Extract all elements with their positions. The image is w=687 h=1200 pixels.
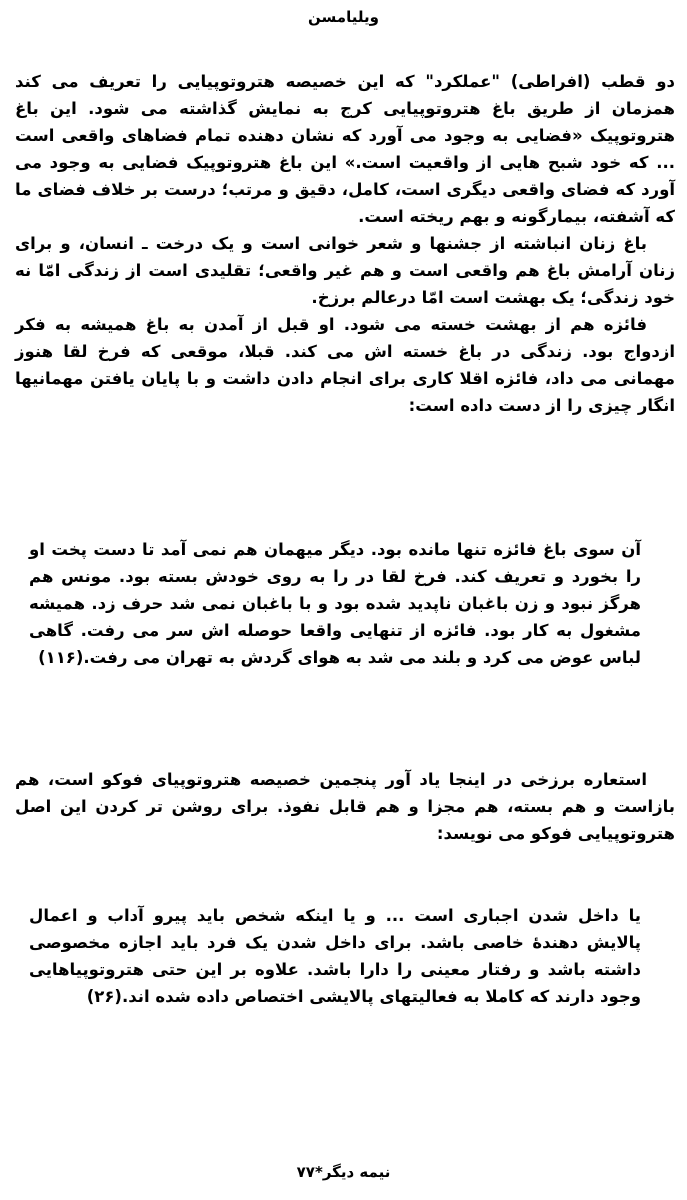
body-section-1 xyxy=(15,68,675,419)
paragraph: باغ زنان انباشته از جشنها و شعر خوانی است و یک درخت ـ انسان، و برای زنان آرامش باغ هم واقعی است و هم غیر واقعی؛ تقلیدی است از زندگی امّا نه خود زندگی؛ یک بهشت است امّا درعالم برزخ. xyxy=(15,234,675,307)
paragraph: دو قطب (افراطی) "عملکرد" که این خصیصه هتروتوپیایی را تعریف می کند همزمان از طریق باغ هتروتوپیایی کرج به نمایش گذاشته می شود. این باغ هتروتوپیک «فضایی به وجود می آورد که نشان دهنده تمام فضاهای واقعی است ... که خود شبح هایی از واقعیت است.» این باغ هتروتوپیک فضایی به وجود می آورد که فضای واقعی دیگری است، کامل، دقیق و مرتب؛ درست بر خلاف فضای ما که آشفته، بیمارگونه و بهم ریخته است. xyxy=(15,72,675,226)
quote-text: آن سوی باغ فائزه تنها مانده بود. دیگر میهمان هم نمی آمد تا دست پخت او را بخورد و تعریف کند. فرخ لقا در را به روی خودش بسته بود. مونس هم هرگز نبود و زن باغبان ناپدید شده بود و با باغبان نمی شد حرف زد. همیشه مشغول به کار بود. فائزه از تنهایی واقعا حوصله اش سر می رفت. گاهی لباس عوض می کرد و بلند می شد به هوای گردش به تهران می رفت.(۱۱۶) xyxy=(29,540,641,667)
body-section-2 xyxy=(15,766,675,847)
paragraph: استعاره برزخی در اینجا یاد آور پنجمین خصیصه هتروتوپیای فوکو است، هم بازاست و هم بسته، هم مجزا و هم قابل نفوذ. برای روشن تر کردن این اصل هتروتوپیایی فوکو می نویسد: xyxy=(15,770,675,843)
page-folio: نیمه دیگر*۷۷ xyxy=(296,1163,391,1181)
paragraph: فائزه هم از بهشت خسته می شود. او قبل از آمدن به باغ همیشه به فکر ازدواج بود. زندگی در باغ خسته اش می کند. قبلا، موقعی که فرخ لقا هنوز مهمانی می داد، فائزه اقلا کاری برای انجام دادن داشت و با پایان یافتن مهمانیها انگار چیزی را از دست داده است: xyxy=(15,315,675,415)
running-head: ویلیامسن xyxy=(308,8,379,26)
quote-text: یا داخل شدن اجباری است ... و یا اینکه شخص باید پیرو آداب و اعمال پالایش دهندهٔ خاصی باشد. برای داخل شدن یک فرد باید اجازه مخصوصی داشته باشد و رفتار معینی را دارا باشد. علاوه بر این حتی هتروتوپیاهایی وجود دارند که کاملا به فعالیتهای پالایشی اختصاص داده شده اند.(۲۶) xyxy=(29,906,641,1006)
block-quote-2 xyxy=(29,902,641,1010)
block-quote-1 xyxy=(29,536,641,671)
